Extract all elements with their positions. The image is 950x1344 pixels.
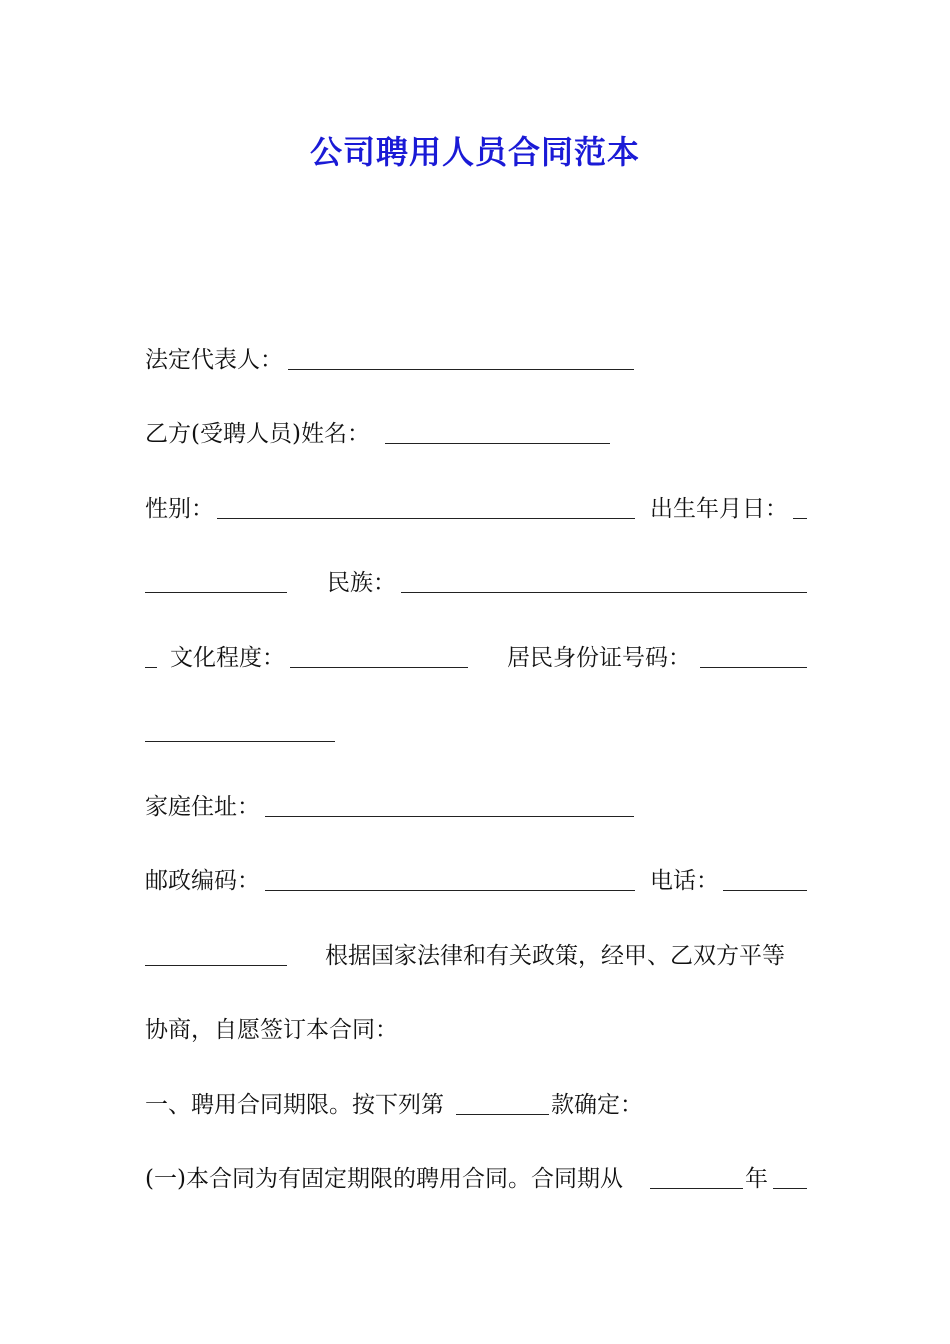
clause-1-1-line [145, 1159, 810, 1199]
intro-line [145, 936, 810, 976]
party-b-name-label: 乙方(受聘人员)姓名： [145, 421, 370, 447]
ethnicity-blank[interactable] [401, 592, 807, 593]
gender-label: 性别： [145, 496, 214, 522]
phone-blank[interactable] [723, 890, 807, 891]
clause-1-prefix: 一、聘用合同期限。按下列第 [145, 1092, 444, 1118]
intro-cont-line [145, 1010, 810, 1050]
address-blank[interactable] [265, 816, 634, 817]
document-title: 公司聘用人员合同范本 [309, 133, 640, 171]
intro-text-cont: 协商，自愿签订本合同： [145, 1017, 398, 1043]
birth-blank-start[interactable] [793, 518, 807, 519]
ethnicity-line [145, 563, 810, 603]
gender-blank[interactable] [217, 518, 635, 519]
id-number-label: 居民身份证号码： [507, 645, 691, 671]
year-label: 年 [745, 1166, 768, 1192]
ethnicity-blank-end[interactable] [145, 667, 157, 668]
clause-1-suffix: 款确定： [551, 1092, 643, 1118]
education-label: 文化程度： [170, 645, 285, 671]
birth-label: 出生年月日： [650, 496, 788, 522]
id-number-cont-line [145, 712, 810, 752]
contract-start-month-blank[interactable] [773, 1188, 807, 1189]
gender-birth-line [145, 489, 810, 529]
education-blank[interactable] [290, 667, 468, 668]
phone-label: 电话： [650, 868, 719, 894]
birth-blank-cont[interactable] [145, 592, 287, 593]
ethnicity-label: 民族： [327, 570, 396, 596]
contract-start-year-blank[interactable] [650, 1188, 743, 1189]
party-b-name-line [145, 414, 810, 454]
clause-1-1-prefix: (一)本合同为有固定期限的聘用合同。合同期从 [145, 1166, 623, 1192]
postcode-label: 邮政编码： [145, 868, 260, 894]
id-number-blank[interactable] [700, 667, 807, 668]
address-line [145, 787, 810, 827]
intro-text: 根据国家法律和有关政策，经甲、乙双方平等 [325, 943, 785, 969]
legal-rep-label: 法定代表人： [145, 347, 283, 373]
address-label: 家庭住址： [145, 794, 260, 820]
legal-rep-line [145, 340, 810, 380]
phone-blank-cont[interactable] [145, 965, 287, 966]
id-number-blank-cont[interactable] [145, 741, 335, 742]
postcode-blank[interactable] [265, 890, 635, 891]
postcode-phone-line [145, 861, 810, 901]
education-id-line [145, 638, 810, 678]
clause-1-line [145, 1085, 810, 1125]
party-b-name-blank[interactable] [385, 443, 610, 444]
legal-rep-blank[interactable] [288, 369, 634, 370]
clause-1-blank[interactable] [456, 1114, 549, 1115]
